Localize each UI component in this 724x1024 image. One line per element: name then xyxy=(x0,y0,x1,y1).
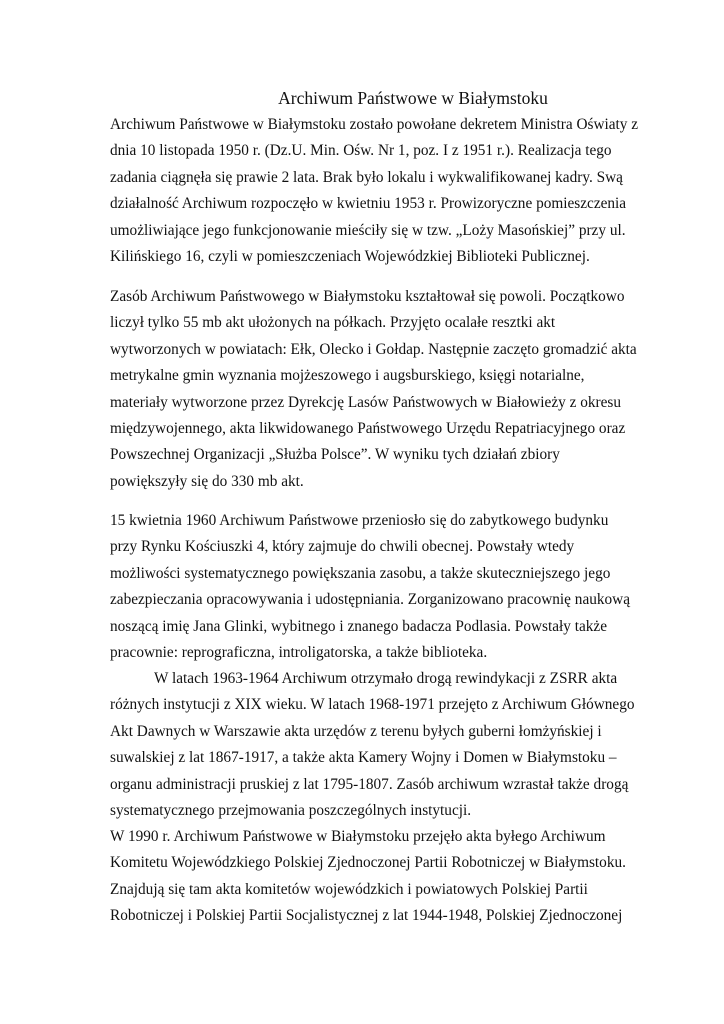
text-line: Archiwum Państwowe w Białymstoku zostało powołane dekretem Ministra Oświaty z xyxy=(110,116,639,133)
text-line: Akt Dawnych w Warszawie akta urzędów z terenu byłych guberni łomżyńskiej i xyxy=(110,722,602,740)
text-line: działalność Archiwum rozpoczęło w kwietniu 1953 r. Prowizoryczne pomieszczenia xyxy=(110,195,627,213)
text-line: pracownie: reprograficzna, introligatorska, a także biblioteka. xyxy=(110,644,488,662)
text-line: umożliwiające jego funkcjonowanie mieściły się w tzw. „Loży Masońskiej” przy ul. xyxy=(110,221,626,239)
text-line: 15 kwietnia 1960 Archiwum Państwowe przeniosło się do zabytkowego budynku xyxy=(110,512,609,529)
text-line: przy Rynku Kościuszki 4, który zajmuje do chwili obecnej. Powstały wtedy xyxy=(110,538,575,556)
text-line: zabezpieczania opracowywania i udostępniania. Zorganizowano pracownię naukową xyxy=(110,591,631,609)
text-line: powiększyły się do 330 mb akt. xyxy=(110,472,304,490)
text-line: systematycznego przejmowania poszczególnych instytucji. xyxy=(110,802,472,820)
text-line: noszącą imię Jana Glinki, wybitnego i znanego badacza Podlasia. Powstały także xyxy=(110,617,607,635)
paragraph-4 xyxy=(110,666,635,824)
text-line: możliwości systematycznego powiększania zasobu, a także skuteczniejszego jego xyxy=(110,564,611,582)
text-line: metrykalne gmin wyznania mojżeszowego i augsburskiego, księgi notarialne, xyxy=(110,367,585,385)
text-line: Powszechnej Organizacji „Służba Polsce”. W wyniku tych działań zbiory xyxy=(110,446,560,464)
text-line: wytworzonych w powiatach: Ełk, Olecko i Gołdap. Następnie zaczęto gromadzić akta xyxy=(110,340,637,358)
text-line: materiały wytworzone przez Dyrekcję Lasów Państwowych w Białowieży z okresu xyxy=(110,393,621,411)
text-line: Zasób Archiwum Państwowego w Białymstoku kształtował się powoli. Początkowo xyxy=(110,288,625,305)
paragraph-2 xyxy=(110,284,637,495)
text-line: międzywojennego, akta likwidowanego Państwowego Urzędu Repatriacyjnego oraz xyxy=(110,420,626,438)
paragraph-3 xyxy=(110,508,630,666)
text-line: dnia 10 listopada 1950 r. (Dz.U. Min. Ośw. Nr 1, poz. I z 1951 r.). Realizacja tego xyxy=(110,142,612,160)
paragraph-1 xyxy=(110,112,639,270)
text-line: Robotniczej i Polskiej Partii Socjalistycznej z lat 1944-1948, Polskiej Zjednoczonej xyxy=(110,907,623,925)
text-line: różnych instytucji z XIX wieku. W latach 1968-1971 przejęto z Archiwum Głównego xyxy=(110,696,635,714)
paragraph-5 xyxy=(110,824,630,930)
text-line: suwalskiej z lat 1867-1917, a także akta Kamery Wojny i Domen w Białymstoku – xyxy=(110,749,617,767)
text-line: Znajdują się tam akta komitetów wojewódzkich i powiatowych Polskiej Partii xyxy=(110,880,588,898)
text-line: Komitetu Wojewódzkiego Polskiej Zjednoczonej Partii Robotniczej w Białymstoku. xyxy=(110,854,626,872)
document-title: Archiwum Państwowe w Białymstoku xyxy=(278,88,548,108)
text-line: organu administracji pruskiej z lat 1795-1807. Zasób archiwum wzrastał także drogą xyxy=(110,775,629,793)
text-line: W 1990 r. Archiwum Państwowe w Białymstoku przejęło akta byłego Archiwum xyxy=(110,828,606,845)
text-line: zadania ciągnęła się prawie 2 lata. Brak było lokalu i wykwalifikowanej kadry. Swą xyxy=(110,168,623,186)
text-line: W latach 1963-1964 Archiwum otrzymało drogą rewindykacji z ZSRR akta xyxy=(154,670,618,687)
text-line: liczył tylko 55 mb akt ułożonych na półkach. Przyjęto ocalałe resztki akt xyxy=(110,314,556,332)
text-line: Kilińskiego 16, czyli w pomieszczeniach Wojewódzkiej Biblioteki Publicznej. xyxy=(110,248,590,266)
